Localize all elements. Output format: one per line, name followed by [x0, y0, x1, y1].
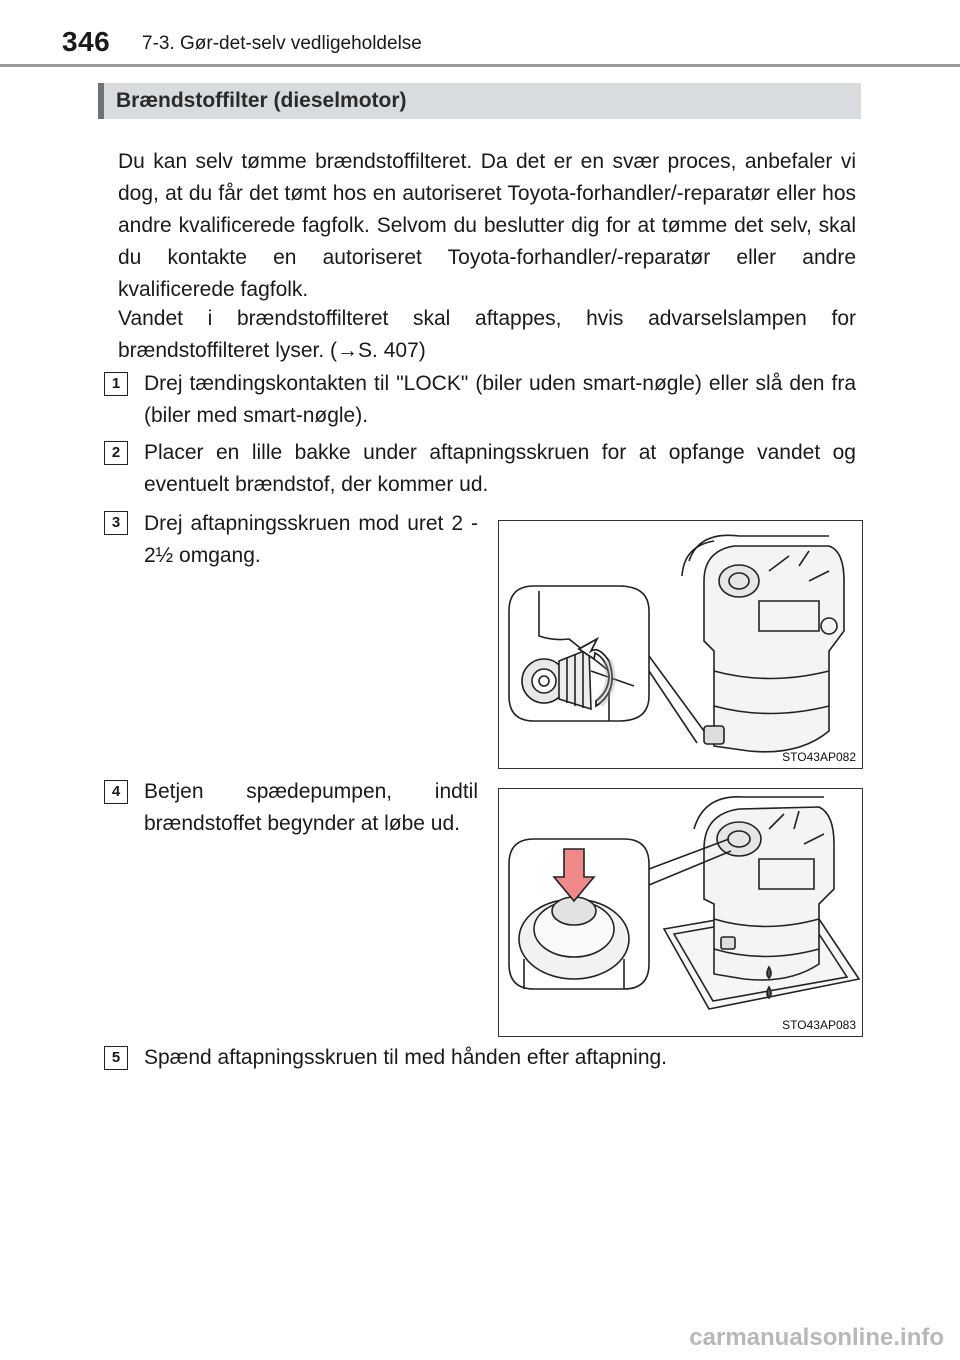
step-number-2: 2 — [104, 441, 128, 465]
header-rule — [0, 64, 960, 67]
section-accent — [98, 83, 104, 119]
step-text-2: Placer en lille bakke under aftapningsskruen for at opfange vandet og eventuelt brændstof, der kommer ud. — [144, 441, 856, 496]
figure-drain-plug — [498, 520, 863, 769]
figure-code-1: STO43AP082 — [782, 750, 856, 764]
section-title: Brændstoffilter (dieselmotor) — [116, 89, 407, 112]
step-number-5: 5 — [104, 1046, 128, 1070]
section-header — [98, 83, 861, 119]
step-text-4: Betjen spædepumpen, indtil brændstoffet begynder at løbe ud. — [144, 780, 478, 835]
step-number-1: 1 — [104, 372, 128, 396]
step-text-5: Spænd aftapningsskruen til med hånden efter aftapning. — [144, 1046, 668, 1069]
step-text-3: Drej aftapningsskruen mod uret 2 - 2½ omgang. — [144, 512, 478, 567]
step-text-1: Drej tændingskontakten til "LOCK" (biler uden smart-nøgle) eller slå den fra (biler med smart-nøgle). — [144, 372, 856, 427]
intro-paragraph-2: Vandet i brændstoffilteret skal aftappes, hvis advarselslampen for brændstoffilteret lyser. (→S. 407) — [118, 307, 856, 362]
step-number-3: 3 — [104, 511, 128, 535]
figure-code-2: STO43AP083 — [782, 1018, 856, 1032]
step-number-4: 4 — [104, 780, 128, 804]
intro-paragraph-1: Du kan selv tømme brændstoffilteret. Da det er en svær proces, anbefaler vi dog, at du får det tømt hos en autoriseret Toyota-forhandler/-reparatør eller hos andre kvalificerede fagfolk. Selvom du beslutter dig for at tømme det selv, skal du kontakte en autoriseret Toyota-forhandler/-reparatør eller andre kvalificerede fagfolk. — [118, 150, 856, 301]
fuel-filter-drain-illustration — [499, 521, 862, 768]
page-number: 346 — [62, 26, 111, 57]
watermark: carmanualsonline.info — [689, 1324, 944, 1351]
figure-primer-pump — [498, 788, 863, 1037]
chapter-title: 7-3. Gør-det-selv vedligeholdelse — [142, 33, 422, 54]
primer-pump-illustration — [499, 789, 862, 1036]
